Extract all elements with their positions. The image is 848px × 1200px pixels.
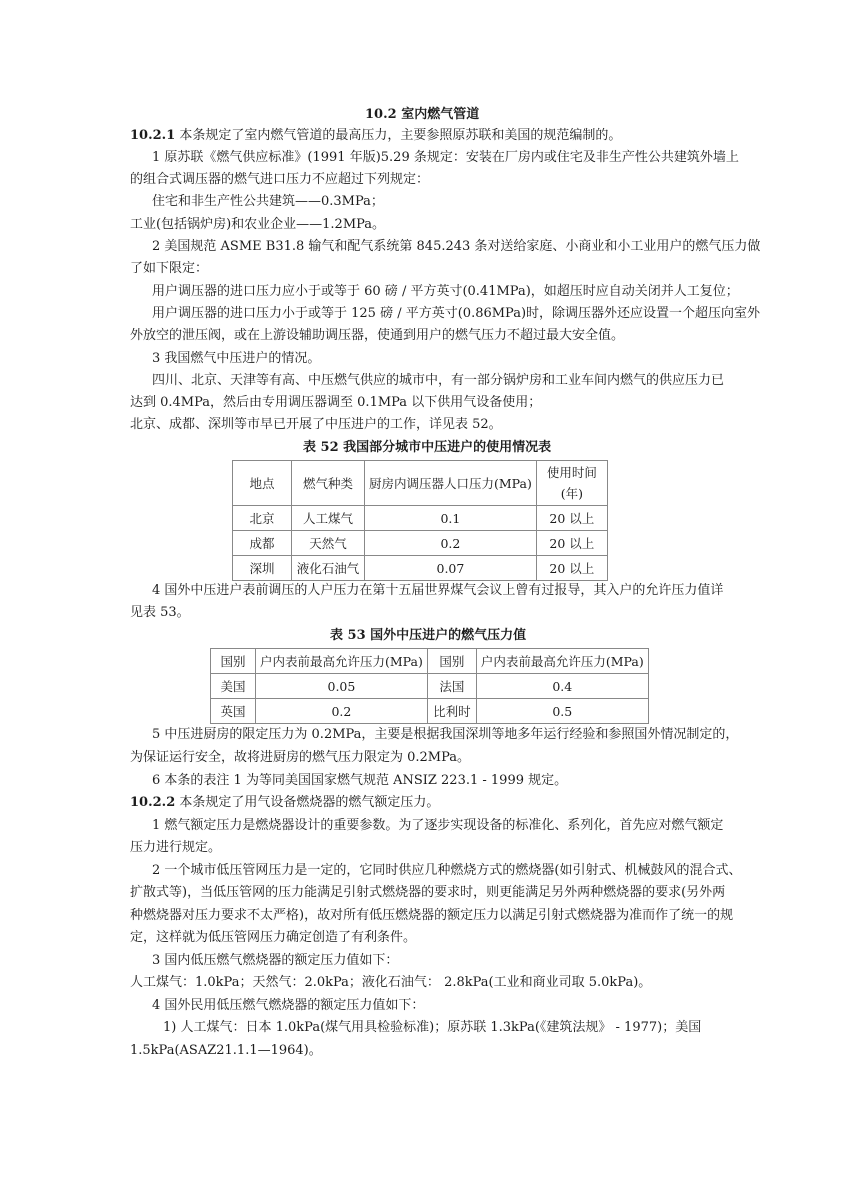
- table-cell: 深圳: [233, 556, 292, 581]
- table-cell: 20 以上: [536, 531, 607, 556]
- table-cell: 法国: [427, 674, 476, 699]
- paragraph-line: 见表 53。: [130, 605, 190, 620]
- paragraph-line: 4 国外中压进户表前调压的人户压力在第十五届世界煤气会议上曾有过报导，其入户的允许压力值详: [152, 583, 724, 598]
- paragraph-line: 压力进行规定。: [130, 840, 222, 855]
- clause-10-2-2-intro: [130, 792, 439, 814]
- paragraph-line: 定，这样就为低压管网压力确定创造了有利条件。: [130, 930, 417, 945]
- table-cell: 0.1: [365, 506, 537, 531]
- table-header-cell: [536, 461, 607, 506]
- paragraph-line: 6 本条的表注 1 为等同美国国家燃气规范 ANSIZ 223.1 - 1999 规定。: [152, 773, 568, 788]
- paragraph-line: 人工煤气：1.0kPa；天然气：2.0kPa；液化石油气： 2.8kPa(工业和商业司取 5.0kPa)。: [130, 975, 652, 990]
- paragraph-line: 为保证运行安全，故将进厨房的燃气压力限定为 0.2MPa。: [130, 750, 471, 765]
- table-cell: 0.5: [476, 699, 648, 724]
- list-item: 用户调压器的进口压力小于或等于 125 磅 / 平方英寸(0.86MPa)时，除调压器外还应设置一个超压向室外: [152, 306, 761, 321]
- table-header-cell: 国别: [211, 649, 256, 674]
- paragraph-line: 北京、成都、深圳等市早已开展了中压进户的工作，详见表 52。: [130, 417, 502, 432]
- list-item: 用户调压器的进口压力应小于或等于 60 磅 / 平方英寸(0.41MPa)，如超压时应自动关闭并人工复位；: [152, 284, 739, 299]
- table-header-cell: 燃气种类: [292, 461, 365, 506]
- table-cell: 比利时: [427, 699, 476, 724]
- paragraph-heading: 3 我国燃气中压进户的情况。: [152, 351, 321, 366]
- clause-10-2-1-intro: [130, 125, 621, 147]
- table-cell: 北京: [233, 506, 292, 531]
- table-row: [233, 506, 608, 531]
- table-header-cell: 国别: [427, 649, 476, 674]
- paragraph-heading: 4 国外民用低压燃气燃烧器的额定压力值如下：: [152, 998, 425, 1013]
- clause-intro-text: 本条规定了用气设备燃烧器的燃气额定压力。: [179, 795, 440, 810]
- paragraph-line: 1 原苏联《燃气供应标准》(1991 年版)5.29 条规定：安装在厂房内或住宅及非生产性公共建筑外墙上: [152, 150, 739, 165]
- paragraph-line: 的组合式调压器的燃气进口压力不应超过下列规定：: [130, 172, 430, 187]
- table-header-cell: 地点: [233, 461, 292, 506]
- table-header-row: [211, 649, 649, 674]
- paragraph-line: 种燃烧器对压力要求不太严格)，故对所有低压燃烧器的额定压力以满足引射式燃烧器为准而作了统一的规: [130, 908, 734, 923]
- section-title: 10.2 室内燃气管道: [365, 107, 480, 122]
- table-header-line: (年): [560, 486, 583, 501]
- paragraph-heading: 3 国内低压燃气燃烧器的额定压力值如下：: [152, 953, 399, 968]
- table-cell: 20 以上: [536, 556, 607, 581]
- list-item: 1) 人工煤气：日本 1.0kPa(煤气用具检验标准)；原苏联 1.3kPa(《建筑法规》 - 1977)；美国: [163, 1020, 702, 1035]
- paragraph-line: 2 一个城市低压管网压力是一定的，它同时供应几种燃烧方式的燃烧器(如引射式、机械鼓风的混合式、: [152, 863, 742, 878]
- paragraph-line: 扩散式等)，当低压管网的压力能满足引射式燃烧器的要求时，则更能满足另外两种燃烧器的要求(另外两: [130, 885, 726, 900]
- table-row: [211, 699, 649, 724]
- table-52: [232, 460, 608, 581]
- paragraph-line: 1.5kPa(ASAZ21.1.1—1964)。: [130, 1043, 322, 1058]
- paragraph-line: 外放空的泄压阀，或在上游设辅助调压器，使通到用户的燃气压力不超过最大安全值。: [130, 328, 625, 343]
- table-52-caption: 表 52 我国部分城市中压进户的使用情况表: [303, 440, 552, 455]
- table-header-cell: 厨房内调压器人口压力(MPa): [365, 461, 537, 506]
- table-row: [233, 556, 608, 581]
- list-item: 工业(包括锅炉房)和农业企业——1.2MPa。: [130, 217, 386, 232]
- clause-intro-text: 本条规定了室内燃气管道的最高压力，主要参照原苏联和美国的规范编制的。: [179, 128, 622, 143]
- paragraph-line: 5 中压进厨房的限定压力为 0.2MPa，主要是根据我国深圳等地多年运行经验和参照国外情况制定的，: [152, 727, 739, 742]
- table-cell: 英国: [211, 699, 256, 724]
- paragraph-line: 2 美国规范 ASME B31.8 输气和配气系统第 845.243 条对送给家庭、小商业和小工业用户的燃气压力做: [152, 239, 761, 254]
- list-item: 住宅和非生产性公共建筑——0.3MPa；: [152, 194, 384, 209]
- table-cell: 天然气: [292, 531, 365, 556]
- clause-number: 10.2.2: [130, 795, 176, 810]
- paragraph-line: 了如下限定：: [130, 261, 209, 276]
- table-53: [210, 648, 649, 724]
- table-cell: 0.07: [365, 556, 537, 581]
- table-row: [233, 531, 608, 556]
- table-cell: 液化石油气: [292, 556, 365, 581]
- table-cell: 20 以上: [536, 506, 607, 531]
- paragraph-line: 1 燃气额定压力是燃烧器设计的重要参数。为了逐步实现设备的标准化、系列化，首先应对燃气额定: [152, 818, 724, 833]
- table-53-caption: 表 53 国外中压进户的燃气压力值: [330, 628, 527, 643]
- table-cell: 成都: [233, 531, 292, 556]
- table-header-cell: 户内表前最高允许压力(MPa): [256, 649, 428, 674]
- table-header-line: 使用时间: [546, 465, 597, 480]
- table-cell: 0.2: [365, 531, 537, 556]
- paragraph-line: 达到 0.4MPa，然后由专用调压器调至 0.1MPa 以下供用气设备使用；: [130, 395, 542, 410]
- table-cell: 人工煤气: [292, 506, 365, 531]
- table-cell: 0.05: [256, 674, 428, 699]
- table-cell: 0.2: [256, 699, 428, 724]
- table-row: [211, 674, 649, 699]
- paragraph-line: 四川、北京、天津等有高、中压燃气供应的城市中，有一部分锅炉房和工业车间内燃气的供应压力已: [152, 373, 725, 388]
- table-header-row: [233, 461, 608, 506]
- clause-number: 10.2.1: [130, 128, 176, 143]
- table-cell: 0.4: [476, 674, 648, 699]
- table-cell: 美国: [211, 674, 256, 699]
- table-header-cell: 户内表前最高允许压力(MPa): [476, 649, 648, 674]
